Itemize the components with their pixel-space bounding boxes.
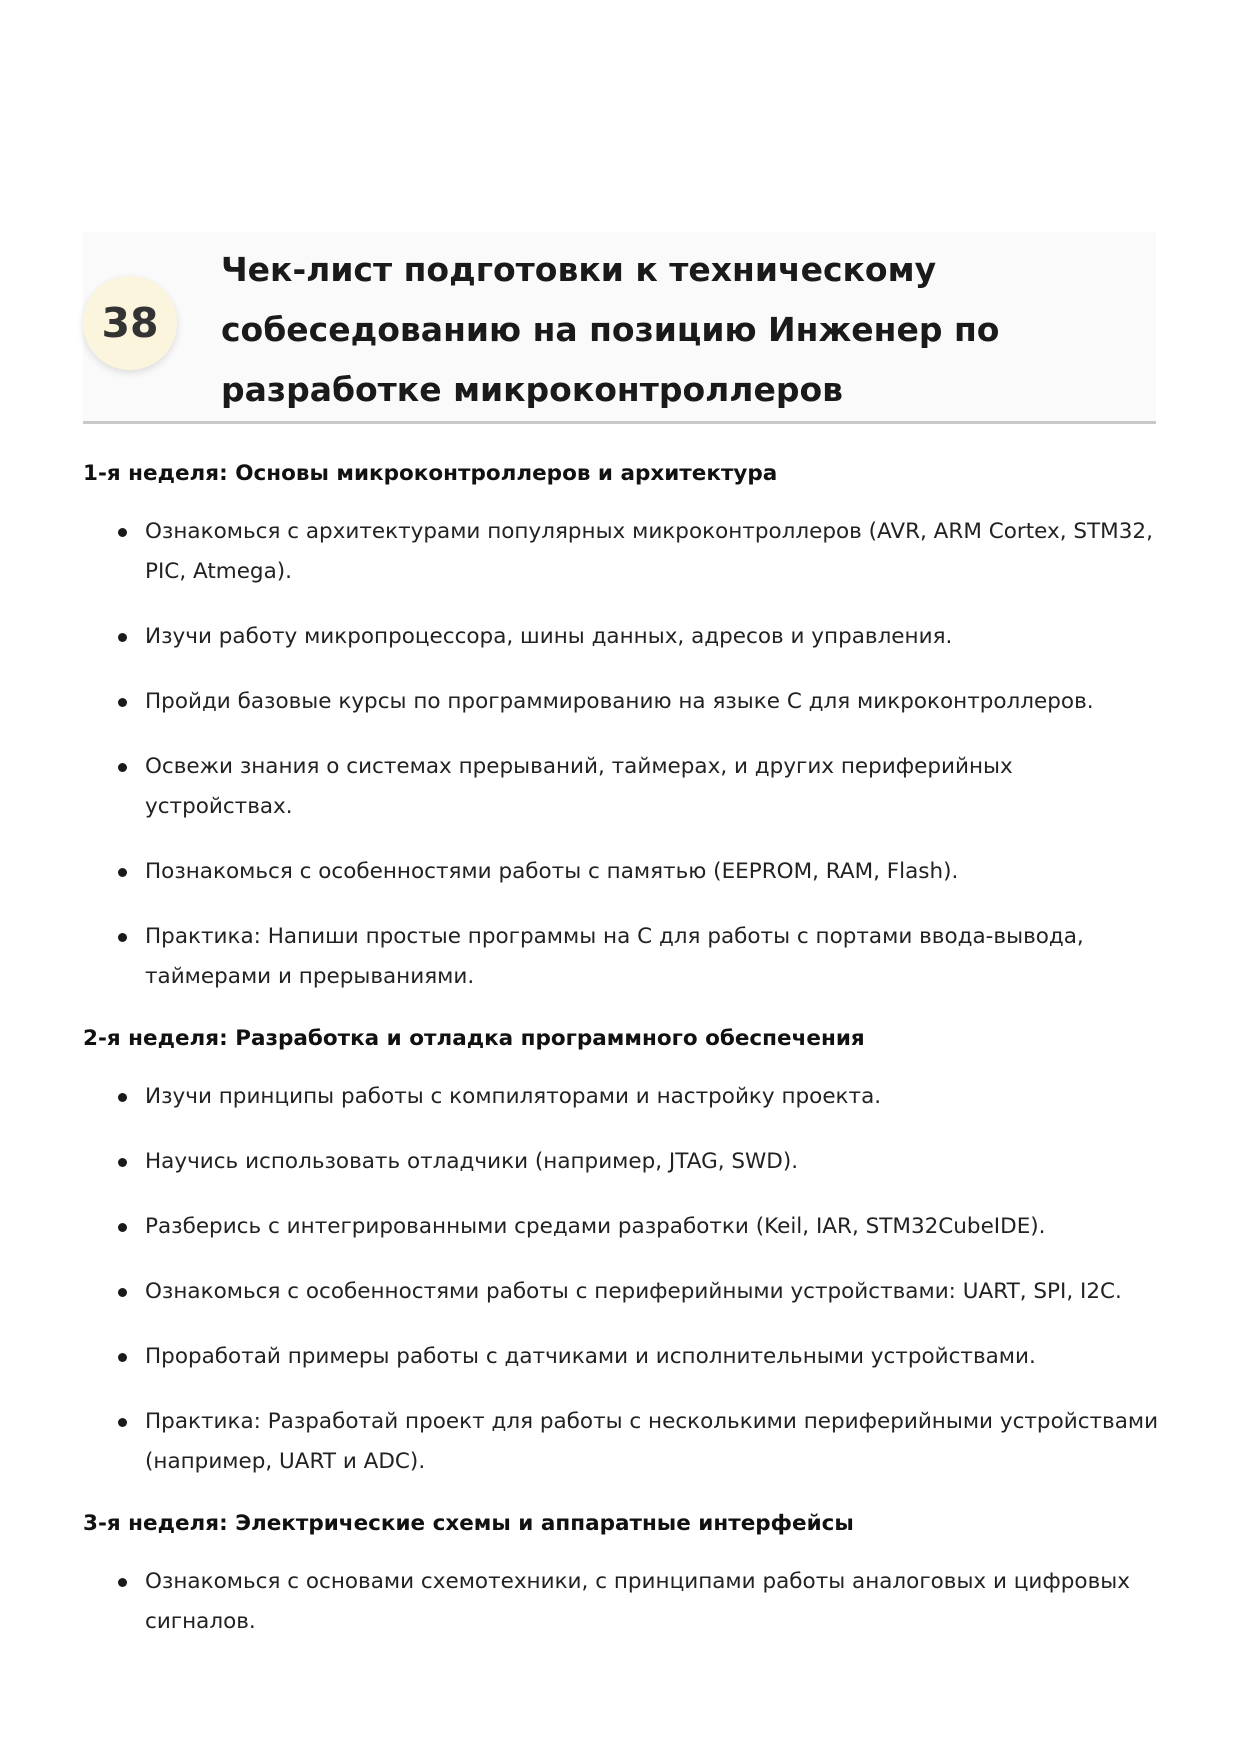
- week-2-section: [83, 1023, 1163, 1482]
- list-item: Проработай примеры работы с датчиками и исполнительными устройствами.: [83, 1337, 1163, 1377]
- list-item: Ознакомься с особенностями работы с периферийными устройствами: UART, SPI, I2C.: [83, 1272, 1163, 1312]
- title-line: разработке микроконтроллеров: [221, 370, 844, 409]
- list-item: Практика: Напиши простые программы на C для работы с портами ввода-вывода, таймерами и прерываниями.: [83, 917, 1163, 997]
- list-item: Изучи работу микропроцессора, шины данных, адресов и управления.: [83, 617, 1163, 657]
- week-3-section: [83, 1508, 1163, 1642]
- checklist-content: [83, 458, 1163, 1668]
- chapter-number-badge: 38: [83, 276, 177, 370]
- title-line: Чек-лист подготовки к техническому: [221, 250, 937, 289]
- week-1-heading: 1-я неделя: Основы микроконтроллеров и архитектура: [83, 461, 778, 486]
- week-2-heading: 2-я неделя: Разработка и отладка программного обеспечения: [83, 1026, 865, 1051]
- week-1-section: [83, 458, 1163, 997]
- list-item: Познакомься с особенностями работы с памятью (EEPROM, RAM, Flash).: [83, 852, 1163, 892]
- list-item: Изучи принципы работы с компиляторами и настройку проекта.: [83, 1077, 1163, 1117]
- list-item: Научись использовать отладчики (например, JTAG, SWD).: [83, 1142, 1163, 1182]
- list-item: Ознакомься с основами схемотехники, с принципами работы аналоговых и цифровых сигналов.: [83, 1562, 1163, 1642]
- list-item: Пройди базовые курсы по программированию на языке C для микроконтроллеров.: [83, 682, 1163, 722]
- week-3-task-list: [83, 1562, 1163, 1642]
- week-3-heading: 3-я неделя: Электрические схемы и аппаратные интерфейсы: [83, 1511, 854, 1536]
- list-item: Практика: Разработай проект для работы с несколькими периферийными устройствами (например, UART и ADC).: [83, 1402, 1163, 1482]
- title-line: собеседованию на позицию Инженер по: [221, 310, 1000, 349]
- list-item: Ознакомься с архитектурами популярных микроконтроллеров (AVR, ARM Cortex, STM32, PIC, Atmega).: [83, 512, 1163, 592]
- week-2-task-list: [83, 1077, 1163, 1482]
- list-item: Разберись с интегрированными средами разработки (Keil, IAR, STM32CubeIDE).: [83, 1207, 1163, 1247]
- page-title: [221, 240, 1121, 420]
- list-item: Освежи знания о системах прерываний, таймерах, и других периферийных устройствах.: [83, 747, 1163, 827]
- week-1-task-list: [83, 512, 1163, 997]
- chapter-header: [83, 232, 1156, 424]
